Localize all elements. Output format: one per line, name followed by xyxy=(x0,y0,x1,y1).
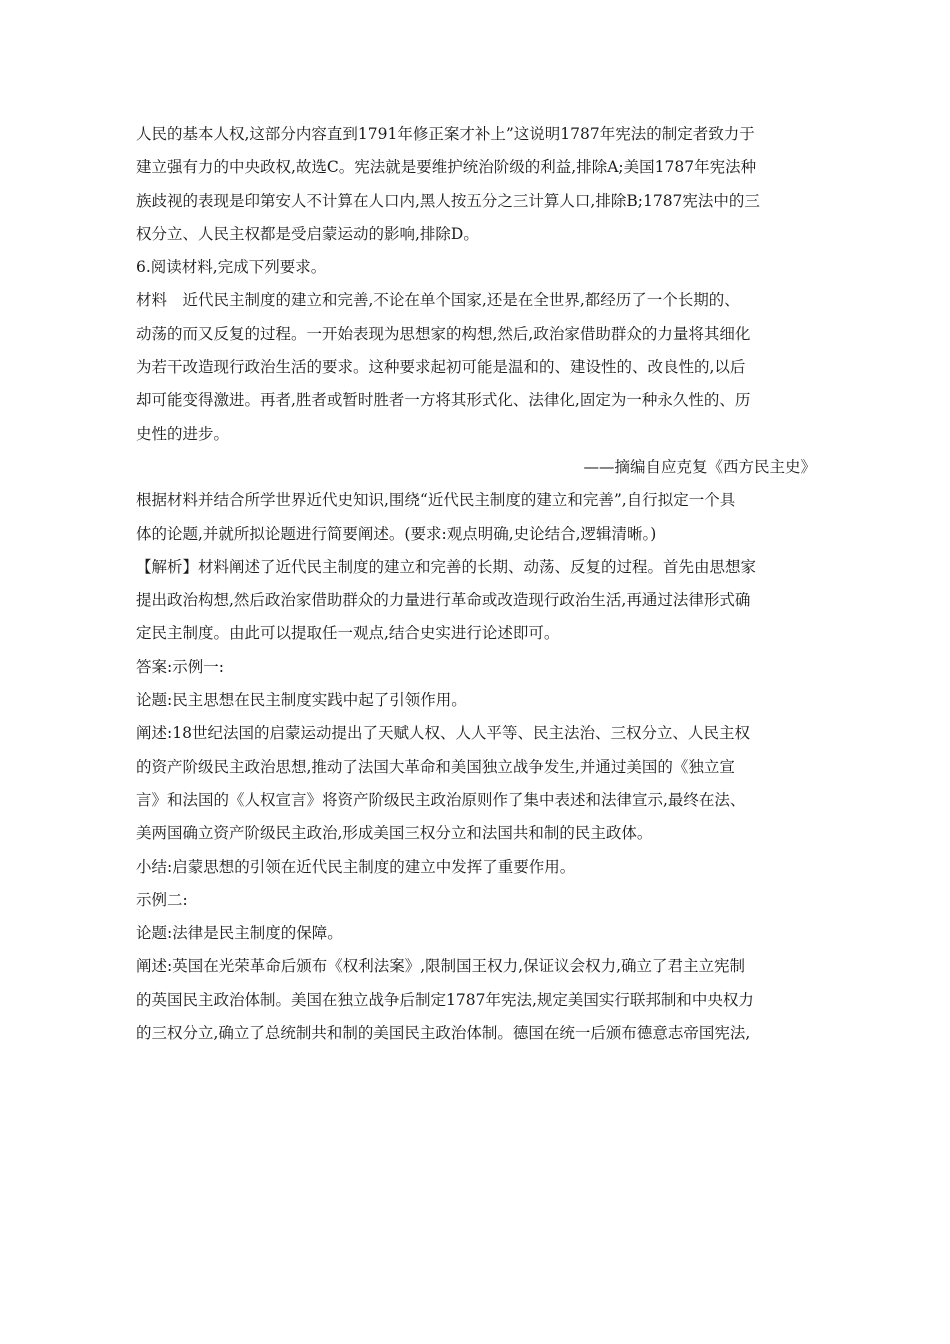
analysis-line-2: 提出政治构想,然后政治家借助群众的力量进行革命或改造现行政治生活,再通过法律形式确 xyxy=(136,591,751,610)
example-1-summary: 小结:启蒙思想的引领在近代民主制度的建立中发挥了重要作用。 xyxy=(136,857,576,876)
example-1-elaboration-3: 言》和法国的《人权宣言》将资产阶级民主政治原则作了集中表述和法律宣示,最终在法、 xyxy=(136,790,746,809)
document-page xyxy=(136,118,816,1050)
example-2-elaboration-2: 的英国民主政治体制。美国在独立战争后制定1787年宪法,规定美国实行联邦制和中央权力 xyxy=(136,990,754,1009)
text-line-4: 权分立、人民主权都是受启蒙运动的影响,排除D。 xyxy=(136,224,479,243)
example-2-elaboration-1: 阐述:英国在光荣革命后颁布《权利法案》,限制国王权力,保证议会权力,确立了君主立宪制 xyxy=(136,957,746,976)
example-1-elaboration-1: 阐述:18世纪法国的启蒙运动提出了天赋人权、人人平等、民主法治、三权分立、人民主权 xyxy=(136,724,750,743)
example-2-thesis: 论题:法律是民主制度的保障。 xyxy=(136,924,343,943)
question-heading: 6.阅读材料,完成下列要求。 xyxy=(136,258,327,277)
analysis-line-3: 定民主制度。由此可以提取任一观点,结合史实进行论述即可。 xyxy=(136,624,560,643)
text-line-2: 建立强有力的中央政权,故选C。宪法就是要维护统治阶级的利益,排除A;美国1787年宪法种 xyxy=(136,158,757,177)
example-2-label: 示例二: xyxy=(136,890,188,909)
example-1-elaboration-2: 的资产阶级民主政治思想,推动了法国大革命和美国独立战争发生,并通过美国的《独立宣 xyxy=(136,757,735,776)
analysis-line-1: 【解析】材料阐述了近代民主制度的建立和完善的长期、动荡、反复的过程。首先由思想家 xyxy=(136,557,757,576)
example-1-elaboration-4: 美两国确立资产阶级民主政治,形成美国三权分立和法国共和制的民主政体。 xyxy=(136,824,653,843)
material-line-2: 动荡的而又反复的过程。一开始表现为思想家的构想,然后,政治家借助群众的力量将其细化 xyxy=(136,324,751,343)
answer-example-1-label: 答案:示例一: xyxy=(136,657,224,676)
text-line-1: 人民的基本人权,这部分内容直到1791年修正案才补上”这说明1787年宪法的制定者致力于 xyxy=(136,125,755,143)
material-line-5: 史性的进步。 xyxy=(136,424,230,443)
text-line-3: 族歧视的表现是印第安人不计算在人口内,黑人按五分之三计算人口,排除B;1787宪法中的三 xyxy=(136,191,760,210)
requirement-line-1: 根据材料并结合所学世界近代史知识,围绕“近代民主制度的建立和完善”,自行拟定一个具 xyxy=(136,491,736,510)
requirement-line-2: 体的论题,并就所拟论题进行简要阐述。(要求:观点明确,史论结合,逻辑清晰。) xyxy=(136,524,657,543)
material-line-1: 材料 近代民主制度的建立和完善,不论在单个国家,还是在全世界,都经历了一个长期的、 xyxy=(136,291,740,310)
material-line-3: 为若干改造现行政治生活的要求。这种要求起初可能是温和的、建设性的、改良性的,以后 xyxy=(136,358,746,377)
example-1-thesis: 论题:民主思想在民主制度实践中起了引领作用。 xyxy=(136,691,467,710)
source-citation: ——摘编自应克复《西方民主史》 xyxy=(583,457,816,476)
example-2-elaboration-3: 的三权分立,确立了总统制共和制的美国民主政治体制。德国在统一后颁布德意志帝国宪法, xyxy=(136,1024,751,1043)
material-line-4: 却可能变得激进。再者,胜者或暂时胜者一方将其形式化、法律化,固定为一种永久性的、历 xyxy=(136,391,751,410)
